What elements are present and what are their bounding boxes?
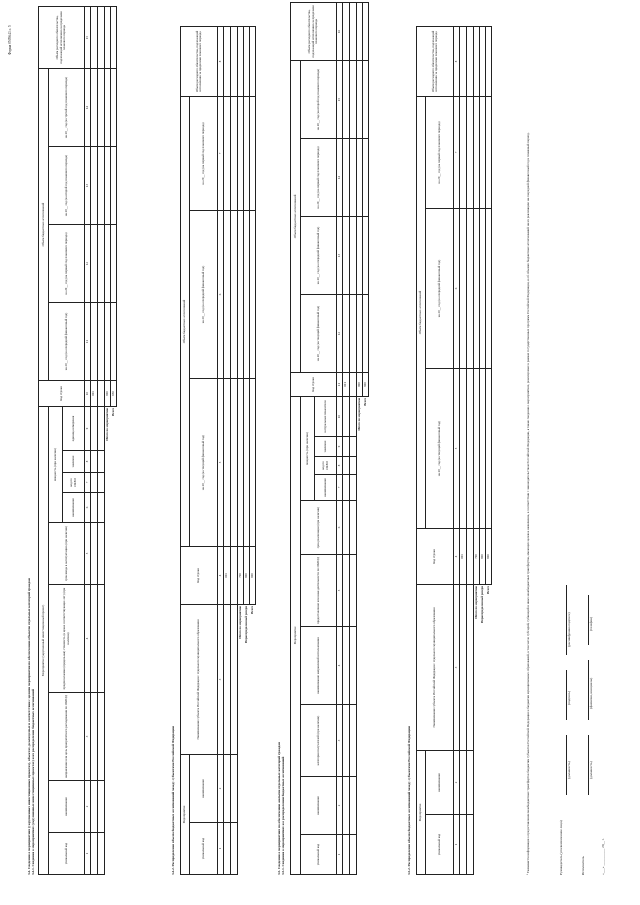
row-code-header: Код строки	[417, 529, 454, 585]
unit-name-header: наименование	[315, 475, 337, 501]
col-number: 4	[218, 547, 224, 605]
code-header: уникальный код	[49, 833, 85, 875]
col-number: 1	[218, 823, 224, 875]
okei-header: код по ОКЕИ	[63, 473, 85, 493]
col-number: 3	[218, 605, 224, 755]
col-number: 8	[337, 457, 343, 475]
row-code-header: Код строки	[291, 372, 337, 396]
year-2-header: на 20__ год (на очередной финансовый год)	[426, 209, 454, 369]
total-event-label: Итого по мероприятию	[474, 586, 479, 619]
year-3-header: на 20__ год (на первый год планового периода)	[190, 96, 218, 210]
direction-header: направление или цель приоритетного расходования по ОКВЭД	[49, 693, 85, 781]
phone-caption: (телефон)	[589, 616, 593, 631]
row-code-header: Код строки	[181, 547, 218, 605]
col-number: 16	[337, 2, 343, 60]
event-group-header: Мероприятие	[291, 396, 301, 874]
unit-name-header: наименование	[63, 493, 85, 523]
col-number: 10	[337, 396, 343, 436]
row-code-cell: 001	[91, 381, 98, 407]
purpose-header: наименование направлений использования	[301, 627, 337, 705]
row-code-cell: 001	[343, 372, 350, 396]
value-header: значение	[63, 451, 85, 473]
total-reserve-label: Нераспределенный резерв	[243, 606, 248, 643]
decoding-caption: (расшифровка подписи)	[567, 612, 571, 647]
table-row	[467, 26, 474, 874]
section-3-4-1-heading: 3.4.1. Сведения о мероприятиях (укрупненных инвестиционных проектах) и их распределение бюджетных ассигнований	[31, 689, 35, 875]
total-code: 800	[480, 529, 486, 585]
table-row	[91, 7, 98, 875]
table-row	[350, 2, 357, 874]
measure-header: натуральные показатели	[315, 396, 337, 436]
year-2-header: на 20__ год (на первый год планового периода)	[49, 225, 85, 303]
col-number: 3	[85, 693, 91, 781]
col-number: 7	[454, 96, 460, 208]
col-number: 3	[337, 705, 343, 777]
name-header: наименование	[190, 755, 218, 823]
col-number: 4	[85, 585, 91, 693]
type-header: предоставление или иная деятельности по ОКВЭД	[301, 555, 337, 627]
col-number: 6	[454, 209, 460, 369]
unit-header: единица измерения	[63, 407, 85, 451]
year-1-header: на 20__ год (на очередной финансовый год)	[49, 303, 85, 381]
col-number: 13	[337, 216, 343, 294]
value-header: значение	[315, 437, 337, 457]
alloc-group-header: Объем бюджетных ассигнований	[417, 96, 426, 528]
section-3-5-2-table	[416, 26, 492, 875]
total-code: 900	[250, 547, 256, 605]
col-number: 13	[85, 147, 91, 225]
subject-header: Наименование субъекта Российской Федерации / отдельного муниципального образования	[417, 585, 454, 751]
executor-label: Исполнитель	[581, 856, 585, 875]
alloc-group-header: Объем бюджетных ассигнований	[291, 60, 301, 372]
exec-position-caption: (должность)	[589, 761, 593, 779]
code-header: уникальный код	[426, 815, 454, 875]
table-row	[231, 26, 238, 874]
col-number: 15	[337, 60, 343, 138]
total-row	[363, 2, 369, 874]
name-header: наименование	[49, 781, 85, 833]
col-number: 7	[85, 473, 91, 493]
total-code: 800	[244, 547, 250, 605]
total-all-label: Всего	[110, 408, 115, 416]
position-caption: (должность)	[567, 761, 571, 779]
total-event-label: Итого по мероприятию	[105, 408, 110, 441]
category-header: категория получателей (при наличии)	[301, 705, 337, 777]
signature-caption: (подпись)	[567, 690, 571, 705]
year-1-header: на 20__ год (на текущий финансовый год)	[301, 294, 337, 372]
head-signature-label: Руководитель (уполномоченное лицо)	[559, 820, 563, 875]
total-code: 950	[111, 381, 117, 407]
col-number: 1	[85, 833, 91, 875]
form-number-label: Форма 0505643 с. 5	[8, 25, 12, 55]
col-number: 4	[454, 529, 460, 585]
total-event-label: Итого по мероприятию	[238, 606, 243, 639]
alloc-group-header: Объем бюджетных ассигнований	[39, 69, 49, 381]
total-code: 700	[474, 529, 480, 585]
alloc-group-header: Объем бюджетных ассигнований	[181, 96, 190, 546]
total-all-label: Всего	[362, 397, 367, 406]
col-number: 5	[454, 369, 460, 529]
col-number: 7	[337, 475, 343, 501]
event-header: Мероприятие	[417, 751, 426, 875]
col-number: 6	[218, 211, 224, 379]
dates-header: срок ввода в эксплуатацию (при наличии)	[49, 523, 85, 585]
col-number: 5	[85, 523, 91, 585]
col-number: 8	[454, 26, 460, 96]
col-number: 14	[85, 69, 91, 147]
year-1-header: на 20__ год (на текущий финансовый год)	[426, 369, 454, 529]
total-code: 900	[486, 529, 492, 585]
section-3-5-2-heading: 3.5.2. Распределение объема бюджетных ассигнований между субъектами Российской Федерации	[407, 726, 411, 875]
col-number: 2	[454, 751, 460, 815]
total-reserve-label: Нераспределенный резерв	[479, 586, 484, 623]
table-row	[343, 2, 350, 874]
section-3-4-table	[38, 6, 117, 875]
section-3-5-table	[290, 2, 369, 875]
year-1-header: на 20__ год (на текущий финансовый год)	[190, 379, 218, 547]
table-row	[98, 7, 105, 875]
event-header: Мероприятие	[181, 755, 190, 875]
col-number: 2	[85, 781, 91, 833]
name-header: наименование	[301, 777, 337, 835]
col-number: 2	[218, 755, 224, 823]
col-number: 4	[337, 627, 343, 705]
col-number: 12	[337, 294, 343, 372]
remark-header: Объем расходного обязательства, подлежащий исполнению за пределами планового периода	[417, 26, 454, 96]
col-number: 9	[85, 407, 91, 451]
col-number: 3	[454, 585, 460, 751]
capacity-header: мощность (при наличии)	[301, 396, 315, 500]
total-all-label: Всего	[249, 606, 254, 614]
remark-header: Объем расходного обязательства, подлежащий исполнению за пределами планового периода	[291, 2, 337, 60]
capacity-header: мощность (при наличии)	[49, 407, 63, 523]
col-number: 11	[85, 303, 91, 381]
col-number: 8	[218, 26, 224, 96]
year-3-header: на 20__ год (на первый год планового периода)	[426, 96, 454, 208]
dates-header: срок реализации (при наличии)	[301, 501, 337, 555]
col-number: 11	[337, 372, 343, 396]
year-2-header: на 20__ год (на очередной финансовый год)	[190, 211, 218, 379]
col-number: 14	[337, 138, 343, 216]
row-code-header: Код строки	[39, 381, 85, 407]
col-number: 2	[337, 777, 343, 835]
section-3-4-2-table	[180, 26, 256, 875]
row-code-cell: 001	[460, 529, 467, 585]
col-number: 5	[337, 555, 343, 627]
okei-header: код по ОКЕИ	[315, 457, 337, 475]
section-3-4-2-heading: 3.4.2. Распределение объема бюджетных ассигнований между субъектами Российской Федерации	[171, 726, 175, 875]
total-code: 800	[357, 372, 363, 396]
cost-header: предполагаемая (предельная) стоимость (в ценах соответствующих лет) (при наличии)	[49, 585, 85, 693]
table-row	[460, 26, 467, 874]
col-number: 15	[85, 7, 91, 69]
col-number: 8	[85, 451, 91, 473]
code-header: уникальный код	[301, 835, 337, 875]
total-row	[486, 26, 492, 874]
total-code: 900	[105, 381, 111, 407]
subject-header: Наименование субъекта Российской Федерации / отдельного муниципального образования	[181, 605, 218, 755]
total-code: 700	[238, 547, 244, 605]
name-header: наименование	[426, 751, 454, 815]
total-all-label: Всего	[485, 586, 490, 594]
section-3-5-1-heading: 3.5.1. Сведения о мероприятиях и о распределении бюджетных ассигнований	[281, 756, 285, 875]
col-number: 7	[218, 96, 224, 210]
col-number: 5	[218, 379, 224, 547]
col-number: 6	[337, 501, 343, 555]
col-number: 1	[337, 835, 343, 875]
code-header: уникальный код	[190, 823, 218, 875]
table-row	[224, 26, 231, 874]
remark-header: Объем расходного обязательства, подлежащий исполнению за пределами планового периода	[39, 7, 85, 69]
col-number: 1	[454, 815, 460, 875]
section-3-4-heading: 3.4. Сведения о мероприятиях (укрупненных инвестиционных проектах), объектах, реализуемых в соответствии с целями мероприятия по обеспечению объектов отдельных категорий граждан	[27, 578, 31, 875]
year-3-header: на 20__ год (на второй год планового периода)	[49, 147, 85, 225]
year-2-header: на 20__ год (на очередной финансовый год)	[301, 216, 337, 294]
exec-fio-caption: (фамилия, инициалы)	[589, 677, 593, 709]
year-4-header: на 20__ год (на второй год планового периода)	[301, 60, 337, 138]
total-row	[111, 7, 117, 875]
footnote-text: ¹ Указывается информация о предоставлении межбюджетных трансфертов бюджетам субъектов Российской Федерации и бюджетам муниципальных образований, в том числе субсидий, субвенций и иных межбюджетных трансфертов, имеющих целевое назначение, в соответствии с законодательством Российской Федерации, а также сведения о мероприятиях, реализуемых в рамках государственных программ Российской Федерации, и об объемах бюджетных ассигнований на их реализацию на очередной финансовый год и плановый период.	[526, 132, 530, 875]
col-number: 9	[337, 437, 343, 457]
section-3-5-heading: 3.5. Сведения о мероприятиях по обеспечению жилыми отдельных категорий граждан	[277, 742, 281, 875]
col-number: 6	[85, 493, 91, 523]
row-code-cell: 001	[224, 547, 231, 605]
col-number: 10	[85, 381, 91, 407]
remark-header: Объем расходного обязательства, подлежащий исполнению за пределами планового периода	[181, 26, 218, 96]
col-number: 12	[85, 225, 91, 303]
date-field: «___» __________ 20__ г.	[601, 838, 605, 875]
total-code: 900	[363, 372, 369, 396]
total-event-label: Итого по мероприятию	[357, 397, 362, 431]
total-row	[250, 26, 256, 874]
year-3-header: на 20__ год (на первый год планового периода)	[301, 138, 337, 216]
year-4-header: на 20__ год (на третий год планового периода)	[49, 69, 85, 147]
event-group-header: Мероприятие (укрупненный инвестиционный проект)	[39, 407, 49, 875]
